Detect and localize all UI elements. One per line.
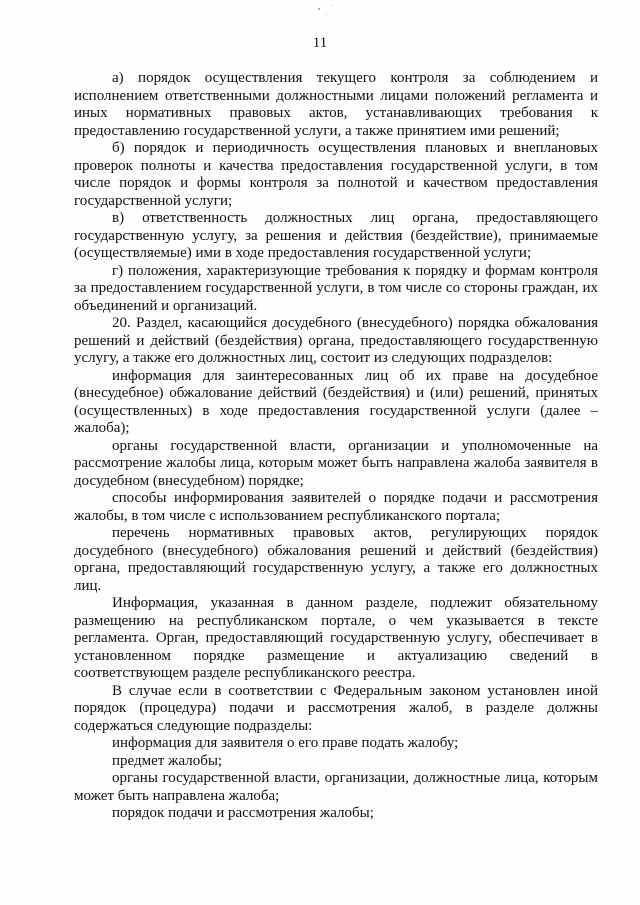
scan-speck <box>332 5 333 6</box>
page-number: 11 <box>312 35 328 51</box>
paragraph: органы государственной власти, организации, должностные лица, которым может быть направлена жалоба; <box>74 770 598 804</box>
paragraph: способы информирования заявителей о порядке подачи и рассмотрения жалобы, в том числе с использованием республиканского портала; <box>74 490 598 524</box>
paragraph: информация для заявителя о его праве подать жалобу; <box>112 735 459 751</box>
paragraph: предмет жалобы; <box>112 752 223 769</box>
paragraph: Информация, указанная в данном разделе, подлежит обязательному размещению на республиканском портале, о чем указывается в тексте регламента. Орган, предоставляющий государственную услугу, обеспечивает в установленном порядке размещение и актуализацию сведений в соответствующем разделе республиканского реестра. <box>74 595 598 681</box>
paragraph: г) положения, характеризующие требования к порядку и формам контроля за предоставлением государственной услуги, в том числе со стороны граждан, их объединений и организаций. <box>74 262 598 314</box>
paragraph: информация для заинтересованных лиц об их праве на досудебное (внесудебное) обжалование действий (бездействия) и (или) решений, принятых (осуществленных) в ходе предоставления государственной услуги (далее – жалоба); <box>74 367 598 436</box>
paragraph: а) порядок осуществления текущего контроля за соблюдением и исполнением ответственными должностными лицами положений регламента и иных нормативных правовых актов, устанавливающих требования к предоставлению государственной услуги, а также принятием ими решений; <box>74 70 598 139</box>
scan-speck <box>326 14 327 15</box>
paragraph: В случае если в соответствии с Федеральным законом установлен иной порядок (процедура) подачи и рассмотрения жалоб, в разделе должны содержаться следующие подразделы: <box>74 682 598 734</box>
paragraph: 20. Раздел, касающийся досудебного (внесудебного) порядка обжалования решений и действий (бездействия) органа, предоставляющего государственную услугу, а также его должностных лиц, состоит из следующих подразделов: <box>74 315 598 366</box>
paragraph: органы государственной власти, организации и уполномоченные на рассмотрение жалобы лица, которым может быть направлена жалоба заявителя в досудебном (внесудебном) порядке; <box>74 437 598 489</box>
paragraph: в) ответственность должностных лиц органа, предоставляющего государственную услугу, за решения и действия (бездействие), принимаемые (осуществляемые) ими в ходе предоставления государственной услуги; <box>74 210 598 261</box>
document-body <box>74 70 598 823</box>
paragraph: порядок подачи и рассмотрения жалобы; <box>112 805 374 821</box>
paragraph: б) порядок и периодичность осуществления плановых и внеплановых проверок полноты и качества предоставления государственной услуги, в том числе порядок и формы контроля за полнотой и качеством предоставления государственной услуги; <box>74 140 598 209</box>
scan-speck <box>318 8 320 10</box>
paragraph: перечень нормативных правовых актов, регулирующих порядок досудебного (внесудебного) обжалования решений и действий (бездействия) органа, предоставляющий государственную услугу, а также его должностных лиц. <box>74 525 598 594</box>
